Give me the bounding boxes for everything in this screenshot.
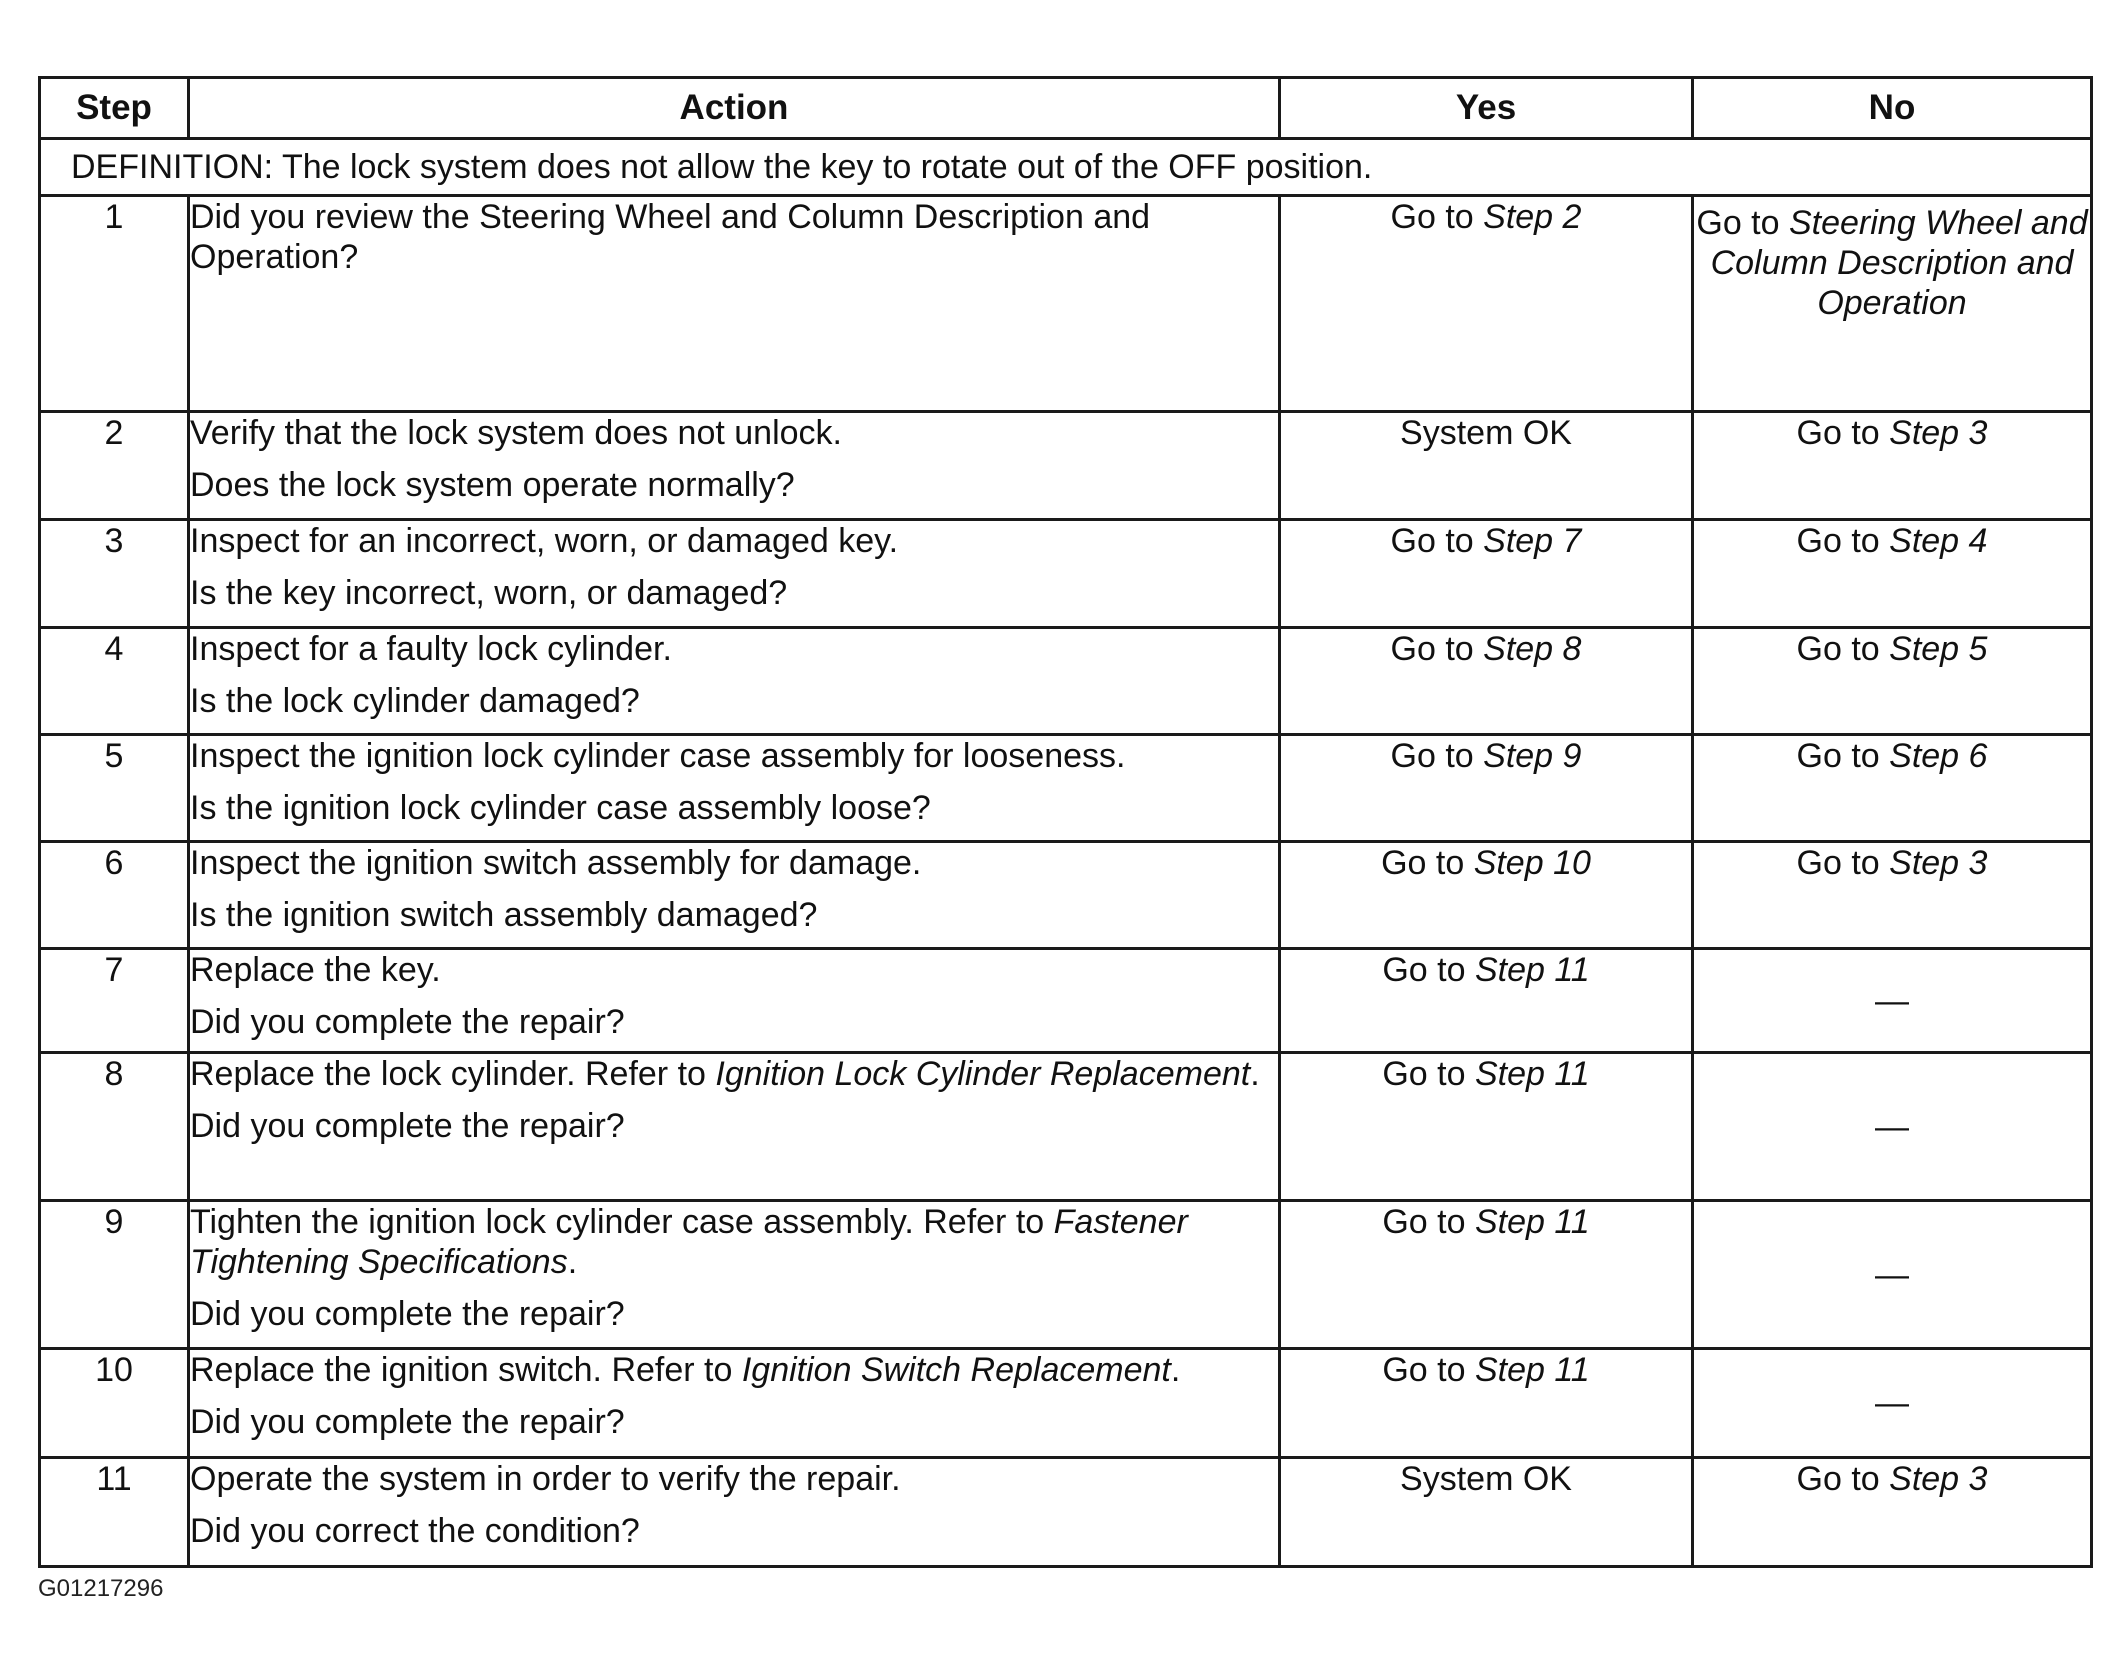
action-text-end: . xyxy=(1170,1351,1181,1389)
table-row xyxy=(40,842,2092,949)
step-number: 2 xyxy=(40,412,189,520)
action-text-lead: Replace the ignition switch. Refer to xyxy=(190,1351,742,1389)
action-question: Did you complete the repair? xyxy=(190,1403,625,1441)
step-number: 6 xyxy=(40,842,189,949)
yes-step-link[interactable]: Step 11 xyxy=(1474,1351,1590,1389)
yes-cell xyxy=(1280,1458,1693,1567)
table-row xyxy=(40,735,2092,842)
no-cell xyxy=(1693,196,2092,412)
step-number: 10 xyxy=(40,1349,189,1458)
step-number: 5 xyxy=(40,735,189,842)
no-cell xyxy=(1693,1349,2092,1458)
action-cell xyxy=(189,520,1280,628)
action-question: Did you complete the repair? xyxy=(190,1295,625,1333)
table-row xyxy=(40,412,2092,520)
table-row xyxy=(40,1349,2092,1458)
no-cell xyxy=(1693,628,2092,735)
action-text xyxy=(190,1350,1278,1390)
no-cell xyxy=(1693,1201,2092,1349)
yes-step-link[interactable]: Step 11 xyxy=(1474,1203,1590,1241)
table-row xyxy=(40,628,2092,735)
table-row xyxy=(40,1201,2092,1349)
action-cell xyxy=(189,949,1280,1053)
header-action: Action xyxy=(189,78,1280,139)
action-text: Operate the system in order to verify the repair. xyxy=(190,1460,901,1498)
action-question: Is the ignition switch assembly damaged? xyxy=(190,896,818,934)
yes-cell xyxy=(1280,628,1693,735)
yes-prefix: Go to xyxy=(1381,844,1474,882)
table-row xyxy=(40,1458,2092,1567)
no-cell xyxy=(1693,735,2092,842)
yes-text: System OK xyxy=(1400,1460,1572,1498)
yes-prefix: Go to xyxy=(1382,1203,1475,1241)
yes-cell xyxy=(1280,1053,1693,1201)
step-number: 9 xyxy=(40,1201,189,1349)
action-text xyxy=(190,1054,1278,1094)
step-number: 4 xyxy=(40,628,189,735)
action-text: Did you review the Steering Wheel and Column Description and Operation? xyxy=(190,198,1151,276)
header-yes: Yes xyxy=(1280,78,1693,139)
no-cell xyxy=(1693,520,2092,628)
step-number: 1 xyxy=(40,196,189,412)
action-question: Is the lock cylinder damaged? xyxy=(190,682,640,720)
no-cell xyxy=(1693,949,2092,1053)
yes-cell xyxy=(1280,520,1693,628)
action-cell xyxy=(189,196,1280,412)
action-text: Verify that the lock system does not unlock. xyxy=(190,414,842,452)
no-step-link[interactable]: Step 5 xyxy=(1889,630,1988,668)
no-ref-link[interactable]: Steering Wheel and Column Description and Operation xyxy=(1710,204,2088,322)
no-cell xyxy=(1693,1053,2092,1201)
yes-step-link[interactable]: Step 11 xyxy=(1474,951,1590,989)
yes-step-link[interactable]: Step 2 xyxy=(1483,198,1582,236)
action-cell xyxy=(189,842,1280,949)
yes-cell xyxy=(1280,842,1693,949)
step-number: 7 xyxy=(40,949,189,1053)
no-prefix: Go to xyxy=(1796,737,1890,775)
no-cell xyxy=(1693,1458,2092,1567)
table-row xyxy=(40,949,2092,1053)
yes-cell xyxy=(1280,196,1693,412)
action-text-lead: Tighten the ignition lock cylinder case assembly. Refer to xyxy=(190,1203,1054,1241)
no-step-link[interactable]: Step 6 xyxy=(1889,737,1988,775)
yes-step-link[interactable]: Step 7 xyxy=(1483,522,1582,560)
table-row xyxy=(40,196,2092,412)
yes-cell xyxy=(1280,949,1693,1053)
action-text-lead: Replace the lock cylinder. Refer to xyxy=(190,1055,716,1093)
action-text: Inspect for a faulty lock cylinder. xyxy=(190,630,672,668)
step-number: 8 xyxy=(40,1053,189,1201)
action-cell xyxy=(189,1458,1280,1567)
figure-id: G01217296 xyxy=(38,1575,164,1602)
action-ref-link[interactable]: Ignition Lock Cylinder Replacement xyxy=(715,1055,1251,1093)
step-number: 3 xyxy=(40,520,189,628)
yes-cell xyxy=(1280,412,1693,520)
yes-text: System OK xyxy=(1400,414,1572,452)
header-no: No xyxy=(1693,78,2092,139)
action-ref-link[interactable]: Ignition Switch Replacement xyxy=(741,1351,1171,1389)
yes-prefix: Go to xyxy=(1390,630,1484,668)
no-prefix: Go to xyxy=(1796,414,1890,452)
action-cell xyxy=(189,1201,1280,1349)
no-prefix: Go to xyxy=(1696,204,1789,242)
table-row xyxy=(40,1053,2092,1201)
yes-prefix: Go to xyxy=(1382,1351,1475,1389)
action-text-end: . xyxy=(567,1243,578,1281)
header-row xyxy=(40,78,2092,139)
diagnostic-table xyxy=(38,76,2093,1568)
no-prefix: Go to xyxy=(1796,1460,1890,1498)
action-question: Is the ignition lock cylinder case assembly loose? xyxy=(190,789,931,827)
no-step-link[interactable]: Step 3 xyxy=(1889,414,1988,452)
no-step-link[interactable]: Step 3 xyxy=(1889,1460,1988,1498)
no-dash: — xyxy=(1875,981,1909,1020)
action-cell xyxy=(189,1349,1280,1458)
no-dash: — xyxy=(1875,1384,1909,1422)
action-question: Did you correct the condition? xyxy=(190,1512,640,1550)
definition-row xyxy=(40,139,2092,196)
action-text-end: . xyxy=(1250,1055,1260,1093)
action-text: Inspect the ignition switch assembly for damage. xyxy=(190,844,922,882)
action-question: Is the key incorrect, worn, or damaged? xyxy=(190,574,788,612)
yes-prefix: Go to xyxy=(1382,1055,1475,1093)
action-cell xyxy=(189,735,1280,842)
action-text: Inspect the ignition lock cylinder case assembly for looseness. xyxy=(190,737,1126,775)
action-cell xyxy=(189,1053,1280,1201)
yes-prefix: Go to xyxy=(1390,198,1484,236)
no-prefix: Go to xyxy=(1796,844,1890,882)
action-question: Did you complete the repair? xyxy=(190,1107,625,1145)
action-text xyxy=(190,1202,1278,1282)
yes-cell xyxy=(1280,1201,1693,1349)
definition-text: DEFINITION: The lock system does not allow the key to rotate out of the OFF position. xyxy=(40,139,2092,196)
yes-prefix: Go to xyxy=(1390,522,1484,560)
action-question: Did you complete the repair? xyxy=(190,1003,625,1041)
step-number: 11 xyxy=(40,1458,189,1567)
yes-cell xyxy=(1280,735,1693,842)
no-cell xyxy=(1693,842,2092,949)
no-step-link[interactable]: Step 4 xyxy=(1889,522,1988,560)
yes-step-link[interactable]: Step 10 xyxy=(1473,844,1591,882)
table-row xyxy=(40,520,2092,628)
action-question: Does the lock system operate normally? xyxy=(190,466,795,504)
yes-step-link[interactable]: Step 11 xyxy=(1474,1055,1590,1093)
no-dash: — xyxy=(1875,1107,1909,1146)
yes-prefix: Go to xyxy=(1390,737,1484,775)
no-step-link[interactable]: Step 3 xyxy=(1889,844,1988,882)
yes-step-link[interactable]: Step 9 xyxy=(1483,737,1582,775)
action-cell xyxy=(189,412,1280,520)
action-text: Replace the key. xyxy=(190,951,441,989)
yes-step-link[interactable]: Step 8 xyxy=(1483,630,1582,668)
action-text: Inspect for an incorrect, worn, or damaged key. xyxy=(190,522,899,560)
no-prefix: Go to xyxy=(1796,522,1890,560)
no-cell xyxy=(1693,412,2092,520)
no-prefix: Go to xyxy=(1796,630,1890,668)
yes-cell xyxy=(1280,1349,1693,1458)
action-ref-link[interactable]: Fastener Tightening Specifications xyxy=(190,1203,1188,1281)
header-step: Step xyxy=(40,78,189,139)
no-dash: — xyxy=(1875,1255,1909,1294)
action-cell xyxy=(189,628,1280,735)
yes-prefix: Go to xyxy=(1382,951,1475,989)
